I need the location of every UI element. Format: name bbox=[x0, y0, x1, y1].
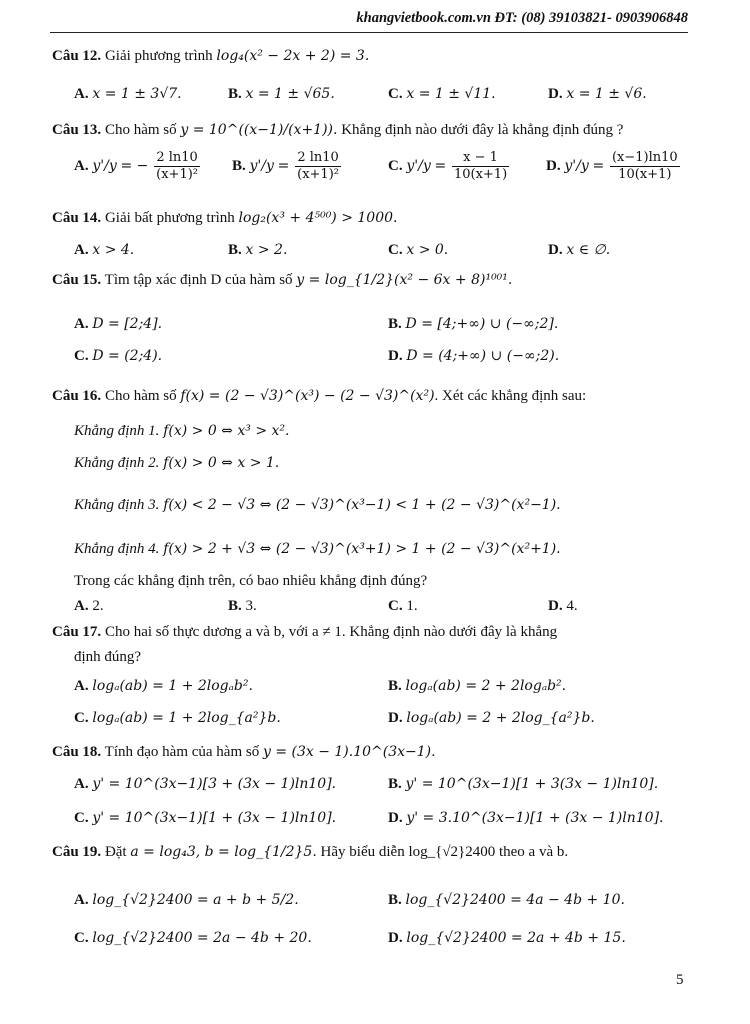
option-sign: = bbox=[277, 157, 290, 174]
option-fraction bbox=[295, 150, 341, 183]
question-math: y = 10^((x−1)/(x+1)). bbox=[180, 122, 338, 138]
question-16 bbox=[52, 386, 702, 406]
page-header bbox=[50, 6, 688, 33]
question-math: y = (3x − 1).10^(3x−1). bbox=[262, 744, 436, 760]
option-label: B. bbox=[388, 892, 402, 908]
question-text-line-2: định đúng? bbox=[74, 649, 142, 665]
option-c[interactable] bbox=[74, 708, 281, 728]
option-label: D. bbox=[388, 348, 403, 364]
header-phone: ĐT: (08) 39103821- 0903906848 bbox=[494, 10, 688, 26]
option-label: A. bbox=[74, 242, 89, 258]
header-site: khangvietbook.com.vn bbox=[356, 10, 491, 26]
option-label: D. bbox=[388, 710, 403, 726]
option-label: B. bbox=[228, 86, 242, 102]
option-label: C. bbox=[388, 242, 403, 258]
option-text: logₐ(ab) = 1 + 2log_{a²}b. bbox=[92, 710, 281, 726]
option-text: logₐ(ab) = 2 + 2log_{a²}b. bbox=[406, 710, 595, 726]
question-label: Câu 19. bbox=[52, 844, 102, 860]
option-text: x > 2. bbox=[245, 242, 288, 258]
question-text: Cho hàm số bbox=[104, 122, 177, 138]
option-b[interactable] bbox=[228, 240, 287, 260]
option-d[interactable] bbox=[546, 150, 682, 183]
option-b[interactable] bbox=[388, 676, 566, 696]
option-label: B. bbox=[388, 776, 402, 792]
option-d[interactable] bbox=[548, 596, 578, 616]
option-label: A. bbox=[74, 776, 89, 792]
option-b[interactable] bbox=[228, 84, 335, 104]
option-sign: = bbox=[434, 157, 447, 174]
option-a[interactable] bbox=[74, 676, 253, 696]
question-18 bbox=[52, 742, 702, 762]
question-12 bbox=[52, 46, 702, 66]
denominator: 10(x+1) bbox=[453, 167, 508, 182]
option-d[interactable] bbox=[388, 928, 626, 948]
option-label: D. bbox=[548, 86, 563, 102]
option-d[interactable] bbox=[388, 808, 663, 828]
question-label: Câu 14. bbox=[52, 210, 102, 226]
numerator: x − 1 bbox=[452, 150, 509, 167]
statement-label: Khẳng định 1. bbox=[74, 423, 160, 439]
option-d[interactable] bbox=[388, 346, 559, 366]
option-a[interactable] bbox=[74, 890, 299, 910]
question-text: Cho hàm số bbox=[104, 388, 177, 404]
question-text-2: . Xét các khẳng định sau: bbox=[434, 388, 587, 404]
option-label: D. bbox=[548, 598, 563, 614]
option-b[interactable] bbox=[232, 150, 343, 183]
option-text: D = [4;+∞) ∪ (−∞;2]. bbox=[405, 316, 559, 332]
statement-label: Khẳng định 4. bbox=[74, 541, 160, 557]
question-label: Câu 16. bbox=[52, 388, 102, 404]
option-lhs: y'/y bbox=[406, 157, 431, 174]
option-text: log_{√2}2400 = 2a + 4b + 15. bbox=[406, 930, 626, 946]
option-label: A. bbox=[74, 678, 89, 694]
option-fraction bbox=[610, 150, 680, 183]
option-label: B. bbox=[228, 242, 242, 258]
question-text: Tìm tập xác định D của hàm số bbox=[104, 272, 293, 288]
option-label: A. bbox=[74, 598, 89, 614]
question-19 bbox=[52, 842, 702, 862]
option-text: D = (2;4). bbox=[92, 348, 163, 364]
option-fraction bbox=[452, 150, 509, 183]
option-text: x = 1 ± √11. bbox=[406, 86, 496, 102]
option-c[interactable] bbox=[388, 240, 448, 260]
option-label: C. bbox=[74, 930, 89, 946]
statement-1 bbox=[74, 420, 289, 442]
option-label: C. bbox=[74, 348, 89, 364]
option-c[interactable] bbox=[74, 928, 312, 948]
question-math: log₄(x² − 2x + 2) = 3. bbox=[216, 48, 370, 64]
question-label: Câu 17. bbox=[52, 624, 102, 640]
option-c[interactable] bbox=[74, 808, 336, 828]
question-math: f(x) = (2 − √3)^(x³) − (2 − √3)^(x²) bbox=[180, 388, 435, 404]
statement-4 bbox=[74, 538, 561, 560]
denominator: (x+1)² bbox=[156, 167, 199, 182]
option-text: logₐ(ab) = 1 + 2logₐb². bbox=[92, 678, 253, 694]
option-c[interactable] bbox=[74, 346, 162, 366]
statement-label: Khẳng định 2. bbox=[74, 455, 160, 471]
option-text: y' = 10^(3x−1)[1 + (3x − 1)ln10]. bbox=[92, 810, 337, 826]
option-d[interactable] bbox=[548, 240, 610, 260]
option-label: C. bbox=[74, 710, 89, 726]
numerator: (x−1)ln10 bbox=[611, 150, 678, 165]
option-label: C. bbox=[388, 157, 403, 174]
option-label: D. bbox=[548, 242, 563, 258]
option-text: x ∈ ∅. bbox=[566, 242, 611, 258]
question-text-2: Hãy biểu diễn log_{√2}2400 theo a và b. bbox=[320, 844, 569, 860]
question-text: Giải bất phương trình bbox=[104, 210, 235, 226]
option-label: A. bbox=[74, 86, 89, 102]
option-label: C. bbox=[388, 598, 403, 614]
statement-3 bbox=[74, 494, 561, 516]
option-lhs: y'/y bbox=[92, 157, 117, 174]
question-15 bbox=[52, 270, 702, 290]
statement-label: Khẳng định 3. bbox=[74, 497, 160, 513]
option-b[interactable] bbox=[388, 314, 558, 334]
question-text: Đặt bbox=[104, 844, 127, 860]
option-c[interactable] bbox=[388, 84, 496, 104]
numerator: 2 ln10 bbox=[154, 150, 200, 167]
option-label: A. bbox=[74, 157, 89, 174]
option-text: x = 1 ± √65. bbox=[245, 86, 335, 102]
option-text: 2. bbox=[92, 598, 104, 614]
option-text: 3. bbox=[245, 598, 257, 614]
option-d[interactable] bbox=[388, 708, 595, 728]
question-label: Câu 18. bbox=[52, 744, 102, 760]
question-label: Câu 12. bbox=[52, 48, 102, 64]
option-label: D. bbox=[546, 157, 561, 174]
option-b[interactable] bbox=[388, 774, 658, 794]
option-text: D = (4;+∞) ∪ (−∞;2). bbox=[406, 348, 560, 364]
question-math: log₂(x³ + 4⁵⁰⁰) > 1000. bbox=[238, 210, 398, 226]
option-a[interactable] bbox=[74, 240, 134, 260]
option-a[interactable] bbox=[74, 314, 162, 334]
option-d[interactable] bbox=[548, 84, 647, 104]
question-14 bbox=[52, 208, 702, 228]
option-label: B. bbox=[388, 678, 402, 694]
option-text: D = [2;4]. bbox=[92, 316, 163, 332]
page-number: 5 bbox=[676, 972, 684, 988]
question-17 bbox=[52, 622, 702, 642]
question-text-2: Khẳng định nào dưới đây là khẳng định đúng ? bbox=[341, 122, 624, 138]
option-label: B. bbox=[388, 316, 402, 332]
option-b[interactable] bbox=[388, 890, 625, 910]
option-text: x > 0. bbox=[406, 242, 449, 258]
option-a[interactable] bbox=[74, 596, 104, 616]
option-c[interactable] bbox=[388, 150, 511, 183]
option-text: log_{√2}2400 = 2a − 4b + 20. bbox=[92, 930, 312, 946]
option-label: A. bbox=[74, 316, 89, 332]
option-text: x = 1 ± √6. bbox=[566, 86, 647, 102]
option-label: D. bbox=[388, 810, 403, 826]
statement-2 bbox=[74, 452, 279, 474]
option-text: y' = 10^(3x−1)[1 + 3(3x − 1)ln10]. bbox=[405, 776, 659, 792]
numerator: 2 ln10 bbox=[295, 150, 341, 167]
statement-text: f(x) > 0 ⇔ x³ > x². bbox=[163, 423, 290, 439]
statement-prompt: Trong các khẳng định trên, có bao nhiêu khẳng định đúng? bbox=[74, 573, 428, 589]
option-text: y' = 3.10^(3x−1)[1 + (3x − 1)ln10]. bbox=[406, 810, 664, 826]
option-c[interactable] bbox=[388, 596, 418, 616]
option-label: A. bbox=[74, 892, 89, 908]
option-text: logₐ(ab) = 2 + 2logₐb². bbox=[405, 678, 567, 694]
statement-text: f(x) < 2 − √3 ⇔ (2 − √3)^(x³−1) < 1 + (2 − √3)^(x²−1). bbox=[163, 497, 561, 513]
option-sign: = − bbox=[120, 157, 149, 174]
statement-text: f(x) > 2 + √3 ⇔ (2 − √3)^(x³+1) > 1 + (2 − √3)^(x²+1). bbox=[163, 541, 561, 557]
question-text: Cho hai số thực dương a và b, với a ≠ 1. Khẳng định nào dưới đây là khẳng bbox=[104, 624, 558, 640]
option-a[interactable] bbox=[74, 84, 182, 104]
question-13 bbox=[52, 120, 702, 140]
question-math: a = log₄3, b = log_{1/2}5. bbox=[130, 844, 317, 860]
option-sign: = bbox=[592, 157, 605, 174]
option-text: x > 4. bbox=[92, 242, 135, 258]
option-b[interactable] bbox=[228, 596, 257, 616]
option-label: C. bbox=[74, 810, 89, 826]
option-text: x = 1 ± 3√7. bbox=[92, 86, 182, 102]
question-text: Giải phương trình bbox=[104, 48, 213, 64]
option-text: log_{√2}2400 = 4a − 4b + 10. bbox=[405, 892, 625, 908]
option-label: B. bbox=[232, 157, 246, 174]
denominator: (x+1)² bbox=[297, 167, 339, 182]
question-label: Câu 13. bbox=[52, 122, 102, 138]
option-text: 1. bbox=[406, 598, 418, 614]
option-lhs: y'/y bbox=[249, 157, 274, 174]
question-label: Câu 15. bbox=[52, 272, 102, 288]
option-text: 4. bbox=[566, 598, 578, 614]
option-label: D. bbox=[388, 930, 403, 946]
option-label: C. bbox=[388, 86, 403, 102]
option-text: y' = 10^(3x−1)[3 + (3x − 1)ln10]. bbox=[92, 776, 337, 792]
option-fraction bbox=[154, 150, 200, 183]
option-a[interactable] bbox=[74, 774, 336, 794]
option-a[interactable] bbox=[74, 150, 202, 183]
option-text: log_{√2}2400 = a + b + 5/2. bbox=[92, 892, 299, 908]
question-math: y = log_{1/2}(x² − 6x + 8)¹⁰⁰¹. bbox=[296, 272, 513, 288]
statement-text: f(x) > 0 ⇔ x > 1. bbox=[163, 455, 280, 471]
option-label: B. bbox=[228, 598, 242, 614]
option-lhs: y'/y bbox=[564, 157, 589, 174]
question-text: Tính đạo hàm của hàm số bbox=[104, 744, 260, 760]
denominator: 10(x+1) bbox=[618, 167, 672, 182]
